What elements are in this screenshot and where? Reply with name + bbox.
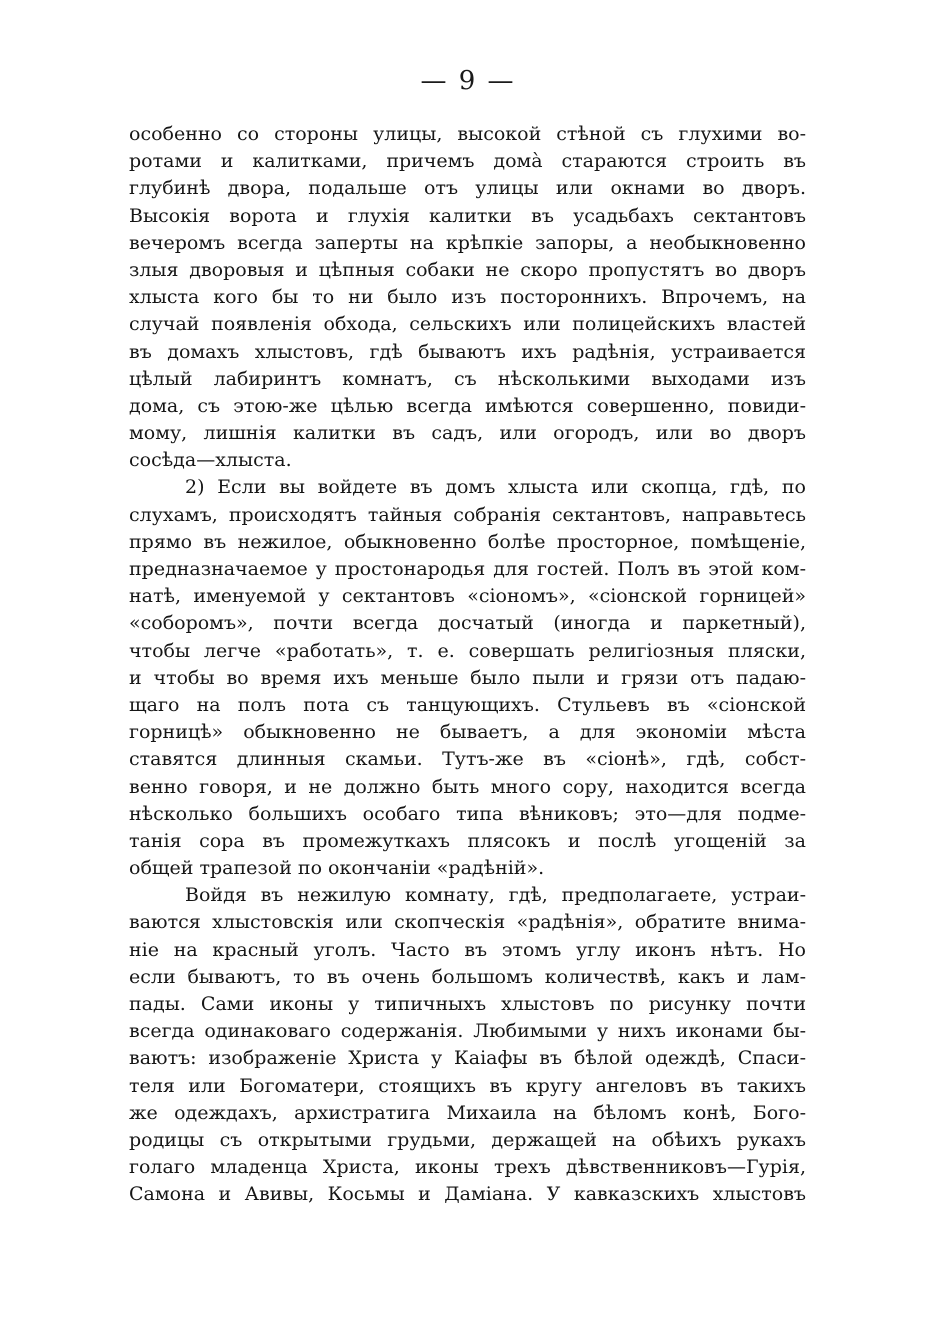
text-line: прямо въ нежилое, обыкновенно болѣе просторное, помѣщеніе, <box>129 530 806 553</box>
text-line: горницѣ» обыкновенно не бываетъ, а для экономіи мѣста <box>129 721 806 744</box>
text-line: венно говоря, и не должно быть много сору, находится всегда <box>129 775 806 798</box>
text-line: голаго младенца Христа, иконы трехъ дѣвственниковъ—Гурія, <box>129 1156 806 1179</box>
text-line: если бываютъ, то въ очень большомъ количествѣ, какъ и лам- <box>129 965 806 988</box>
text-line: натѣ, именуемой у сектантовъ «сіономъ», «сіонской горницей» <box>129 585 806 608</box>
text-line: ставятся длинныя скамьи. Тутъ-же въ «сіонѣ», гдѣ, собст- <box>129 748 806 771</box>
text-line: вечеромъ всегда заперты на крѣпкіе запоры, а необыкновенно <box>129 231 806 254</box>
text-line: всегда одинаковаго содержанія. Любимыми у нихъ иконами бы- <box>129 1020 806 1043</box>
text-line: Высокія ворота и глухія калитки въ усадьбахъ сектантовъ <box>129 204 806 227</box>
body-text <box>129 121 806 1209</box>
text-line: общей трапезой по окончаніи «радѣній». <box>129 857 545 880</box>
text-line: 2) Если вы войдете въ домъ хлыста или скопца, гдѣ, по <box>185 476 806 499</box>
text-line: танія сора въ промежуткахъ плясокъ и послѣ угощеній за <box>129 829 806 852</box>
text-line: глубинѣ двора, подальше отъ улицы или окнами во дворъ. <box>129 177 806 200</box>
text-line: хлыста кого бы то ни было изъ постороннихъ. Впрочемъ, на <box>129 286 806 309</box>
text-line: случай появленія обхода, сельскихъ или полицейскихъ властей <box>129 313 806 336</box>
text-line: сосѣда—хлыста. <box>129 449 292 472</box>
text-line: дома, съ этою-же цѣлью всегда имѣются совершенно, повиди- <box>129 394 806 417</box>
text-line: особенно со стороны улицы, высокой стѣной съ глухими во- <box>129 123 806 145</box>
text-line: ваются хлыстовскія или скопческія «радѣнія», обратите внима- <box>129 911 806 934</box>
text-line: родицы съ открытыми грудьми, держащей на обѣихъ рукахъ <box>129 1128 806 1151</box>
text-line: ваютъ: изображеніе Христа у Каіафы въ бѣлой одеждѣ, Спаси- <box>129 1047 806 1070</box>
text-line: чтобы легче «работать», т. е. совершать религіозныя пляски, <box>129 639 806 662</box>
text-line: нѣсколько большихъ особаго типа вѣниковъ; это—для подме- <box>129 802 806 825</box>
text-line: слухамъ, происходятъ тайныя собранія сектантовъ, направьтесь <box>129 503 806 526</box>
text-line: Самона и Авивы, Косьмы и Даміана. У кавказскихъ хлыстовъ <box>129 1183 806 1206</box>
text-line: предназначаемое у простонародья для гостей. Полъ въ этой ком- <box>129 558 806 580</box>
text-line: Войдя въ нежилую комнату, гдѣ, предполагаете, устраи- <box>185 884 806 907</box>
text-line: злыя дворовыя и цѣпныя собаки не скоро пропустятъ во дворъ <box>129 258 806 281</box>
text-line: и чтобы во время ихъ меньше было пыли и грязи отъ падаю- <box>129 666 806 689</box>
text-line: ротами и калитками, причемъ домà стараются строить въ <box>129 150 806 173</box>
text-line: щаго на полъ пота съ танцующихъ. Стульевъ въ «сіонской <box>129 693 806 716</box>
text-line: теля или Богоматери, стоящихъ въ кругу ангеловъ въ такихъ <box>129 1074 806 1097</box>
text-line: въ домахъ хлыстовъ, гдѣ бываютъ ихъ радѣнія, устраивается <box>129 340 806 363</box>
text-line: цѣлый лабиринтъ комнатъ, съ нѣсколькими выходами изъ <box>129 367 806 390</box>
page-number: — 9 — <box>420 66 516 96</box>
text-line: же одеждахъ, архистратига Михаила на бѣломъ конѣ, Бого- <box>129 1101 806 1124</box>
text-line: пады. Сами иконы у типичныхъ хлыстовъ по рисунку почти <box>129 993 806 1015</box>
text-line: «соборомъ», почти всегда досчатый (иногда и паркетный), <box>129 612 806 635</box>
text-line: мому, лишнія калитки въ садъ, или огородъ, или во дворъ <box>129 422 806 445</box>
text-line: ніе на красный уголъ. Часто въ этомъ углу иконъ нѣтъ. Но <box>129 938 806 961</box>
